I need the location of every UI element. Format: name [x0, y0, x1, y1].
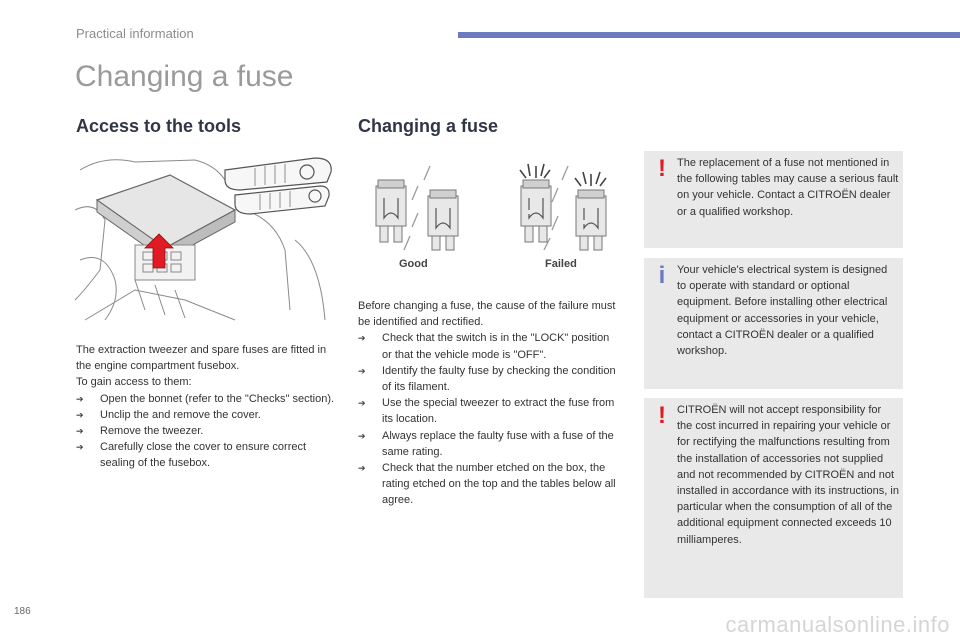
- list-item: [76, 439, 340, 471]
- list-item: [76, 391, 340, 407]
- access-intro: The extraction tweezer and spare fuses are fitted in the engine compartment fusebox.: [76, 344, 327, 373]
- step-text: Unclip the and remove the cover.: [100, 408, 261, 421]
- arrow-bullet-icon: ➔: [358, 463, 366, 474]
- changing-steps-list: [358, 330, 620, 508]
- arrow-bullet-icon: ➔: [76, 442, 84, 453]
- arrow-bullet-icon: ➔: [76, 393, 84, 404]
- list-item: [358, 330, 620, 362]
- note-text: CITROËN will not accept responsibility for the cost incurred in repairing your vehicle or for rectifying the malfunctions resulting from the installation of accessories not supplied and not recommended by CITROËN and not installed in accordance with its instructions, in particular when the consumption of all of the additional equipment connected exceeds 10 milliamperes.: [677, 404, 899, 546]
- step-text: Identify the faulty fuse by checking the condition of its filament.: [382, 364, 616, 394]
- step-text: Use the special tweezer to extract the fuse from its location.: [382, 397, 615, 426]
- section-accent-bar: [458, 32, 960, 38]
- arrow-bullet-icon: ➔: [358, 430, 366, 441]
- page-number: 186: [14, 606, 31, 617]
- info-icon: i: [658, 262, 666, 289]
- access-tools-heading: Access to the tools: [76, 116, 242, 136]
- fusebox-tweezer-illustration: [75, 150, 337, 326]
- access-tools-text: [76, 342, 340, 472]
- step-text: Check that the number etched on the box, the rating etched on the top and the tables below all agree.: [382, 462, 616, 507]
- step-text: Carefully close the cover to ensure correct sealing of the fusebox.: [100, 441, 307, 470]
- access-steps-list: [76, 391, 340, 472]
- arrow-bullet-icon: ➔: [76, 426, 84, 437]
- warning-icon: !: [658, 155, 666, 182]
- fuse-failed-caption: Failed: [545, 258, 577, 270]
- warning-note-box: [644, 398, 903, 598]
- changing-intro: Before changing a fuse, the cause of the failure must be identified and rectified.: [358, 300, 616, 329]
- list-item: [358, 460, 620, 509]
- list-item: [358, 363, 620, 395]
- warning-icon: !: [658, 402, 666, 429]
- changing-fuse-heading: Changing a fuse: [358, 116, 499, 136]
- list-item: [76, 407, 340, 423]
- step-text: Open the bonnet (refer to the "Checks" section).: [100, 392, 335, 405]
- fuse-good-caption: Good: [399, 258, 428, 270]
- watermark: carmanualsonline.info: [725, 612, 950, 637]
- list-item: [358, 428, 620, 460]
- arrow-bullet-icon: ➔: [358, 398, 366, 409]
- info-note-box: [644, 258, 903, 389]
- list-item: [76, 423, 340, 439]
- step-text: Check that the switch is in the "LOCK" position or that the vehicle mode is "OFF".: [382, 332, 610, 361]
- note-text: Your vehicle's electrical system is designed to operate with standard or optional equipment. Before installing other electrical equipment or accessories in your vehicle, contact a CITROËN dealer or a qualified workshop.: [677, 264, 888, 358]
- arrow-bullet-icon: ➔: [76, 409, 84, 420]
- page-title: Changing a fuse: [75, 60, 294, 93]
- section-label: Practical information: [76, 26, 194, 41]
- note-text: The replacement of a fuse not mentioned in the following tables may cause a serious fault on your vehicle. Contact a CITROËN dealer or a qualified workshop.: [677, 157, 899, 218]
- list-item: [358, 395, 620, 427]
- step-text: Always replace the faulty fuse with a fuse of the same rating.: [382, 429, 614, 458]
- warning-note-box: [644, 151, 903, 248]
- changing-fuse-text: [358, 298, 620, 509]
- arrow-bullet-icon: ➔: [358, 365, 366, 376]
- step-text: Remove the tweezer.: [100, 425, 204, 438]
- arrow-bullet-icon: ➔: [358, 333, 366, 344]
- fuse-good-failed-illustration: [358, 158, 626, 254]
- access-lead: To gain access to them:: [76, 376, 192, 389]
